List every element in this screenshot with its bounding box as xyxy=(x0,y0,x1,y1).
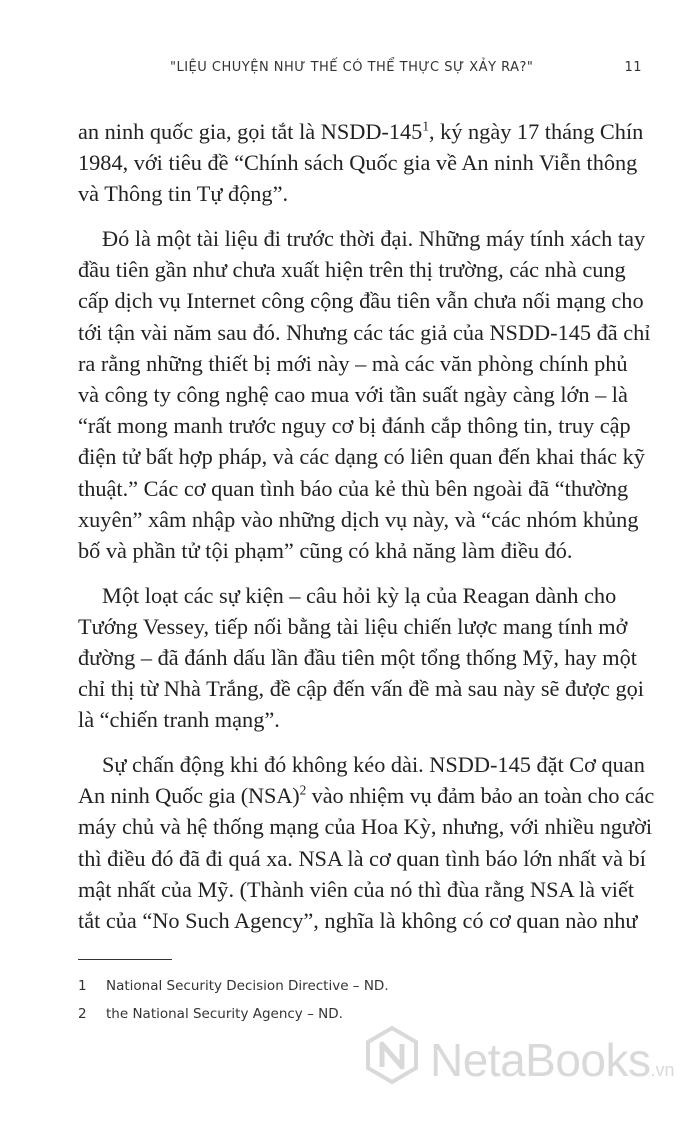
text-line: xuyên” xâm nhập vào những dịch vụ này, và “các nhóm khủng xyxy=(78,506,639,532)
text-line: thuật.” Các cơ quan tình báo của kẻ thù bên ngoài đã “thường xyxy=(78,475,629,501)
page-number: 11 xyxy=(624,60,642,75)
text-line: Một loạt các sự kiện – câu hỏi kỳ lạ của Reagan dành cho xyxy=(102,582,617,608)
text-line: đầu tiên gần như chưa xuất hiện trên thị trường, các nhà cung xyxy=(78,257,626,283)
footnote-number: 1 xyxy=(78,978,87,994)
footnote-marker: 1 xyxy=(422,118,429,134)
netabooks-logo-icon xyxy=(362,1025,422,1085)
text-line: chỉ thị từ Nhà Trắng, đề cập đến vấn đề mà sau này sẽ được gọi xyxy=(78,676,645,702)
text-line: 1984, với tiêu đề “Chính sách Quốc gia về An ninh Viễn thông xyxy=(78,150,638,176)
footnotes xyxy=(78,972,638,1028)
text-line: tắt của “No Such Agency”, nghĩa là không có cơ quan nào như xyxy=(78,908,638,934)
text-line: mật nhất của Mỹ. (Thành viên của nó thì đùa rằng NSA là viết xyxy=(78,876,635,902)
text-line: thì điều đó đã đi quá xa. NSA là cơ quan tình báo lớn nhất và bí xyxy=(78,845,646,871)
text-line: đường – đã đánh dấu lần đầu tiên một tổng thống Mỹ, hay một xyxy=(78,645,637,671)
text-line: “rất mong manh trước nguy cơ bị đánh cắp thông tin, truy cập xyxy=(78,413,631,439)
text-line: điện tử bất hợp pháp, và các dạng có liên quan đến khai thác kỹ xyxy=(78,444,645,470)
footnote-text: the National Security Agency – ND. xyxy=(106,1006,343,1022)
text-line: bố và phần tử tội phạm” cũng có khả năng làm điều đó. xyxy=(78,538,573,564)
paragraph xyxy=(78,116,654,210)
body-text xyxy=(78,116,654,950)
text-line: An ninh Quốc gia (NSA)$^2$ vào nhiệm vụ đảm bảo an toàn cho các xyxy=(78,782,655,809)
text-line: Sự chấn động khi đó không kéo dài. NSDD-145 đặt Cơ quan xyxy=(102,752,645,778)
netabooks-watermark xyxy=(362,1025,682,1095)
text-line: tới tận vài năm sau đó. Nhưng các tác giả của NSDD-145 đã chỉ xyxy=(78,319,651,345)
paragraph xyxy=(78,749,654,936)
text-line: là “chiến tranh mạng”. xyxy=(78,707,280,733)
text-line: Đó là một tài liệu đi trước thời đại. Những máy tính xách tay xyxy=(102,226,646,251)
paragraph xyxy=(78,580,654,736)
footnote-number: 2 xyxy=(78,1006,87,1022)
text-line: máy chủ và hệ thống mạng của Hoa Kỳ, nhưng, với nhiều người xyxy=(78,814,653,840)
footnote-divider xyxy=(78,959,172,960)
paragraph xyxy=(78,223,654,566)
footnote xyxy=(78,972,638,1000)
watermark-brand: NetaBooks.vn xyxy=(430,1034,675,1086)
footnote xyxy=(78,1000,638,1028)
footnote-text: National Security Decision Directive – ND. xyxy=(106,978,389,994)
text-line: và Thông tin Tự động”. xyxy=(78,181,289,207)
text-line: ra rằng những thiết bị mới này – mà các văn phòng chính phủ xyxy=(78,350,628,376)
footnote-marker: 2 xyxy=(299,782,307,798)
text-line: an ninh quốc gia, gọi tắt là NSDD-$145^1$, ký ngày 17 tháng Chín xyxy=(78,118,644,144)
text-line: và công ty công nghệ cao mua với tần suất ngày càng lớn – là xyxy=(78,382,628,408)
chapter-title: "LIỆU CHUYỆN NHƯ THẾ CÓ THỂ THỰC SỰ XẢY RA?" xyxy=(170,60,534,75)
text-line: Tướng Vessey, tiếp nối bằng tài liệu chiến lược mang tính mở xyxy=(78,613,628,639)
text-line: cấp dịch vụ Internet công cộng đầu tiên vẫn chưa nối mạng cho xyxy=(78,288,644,314)
